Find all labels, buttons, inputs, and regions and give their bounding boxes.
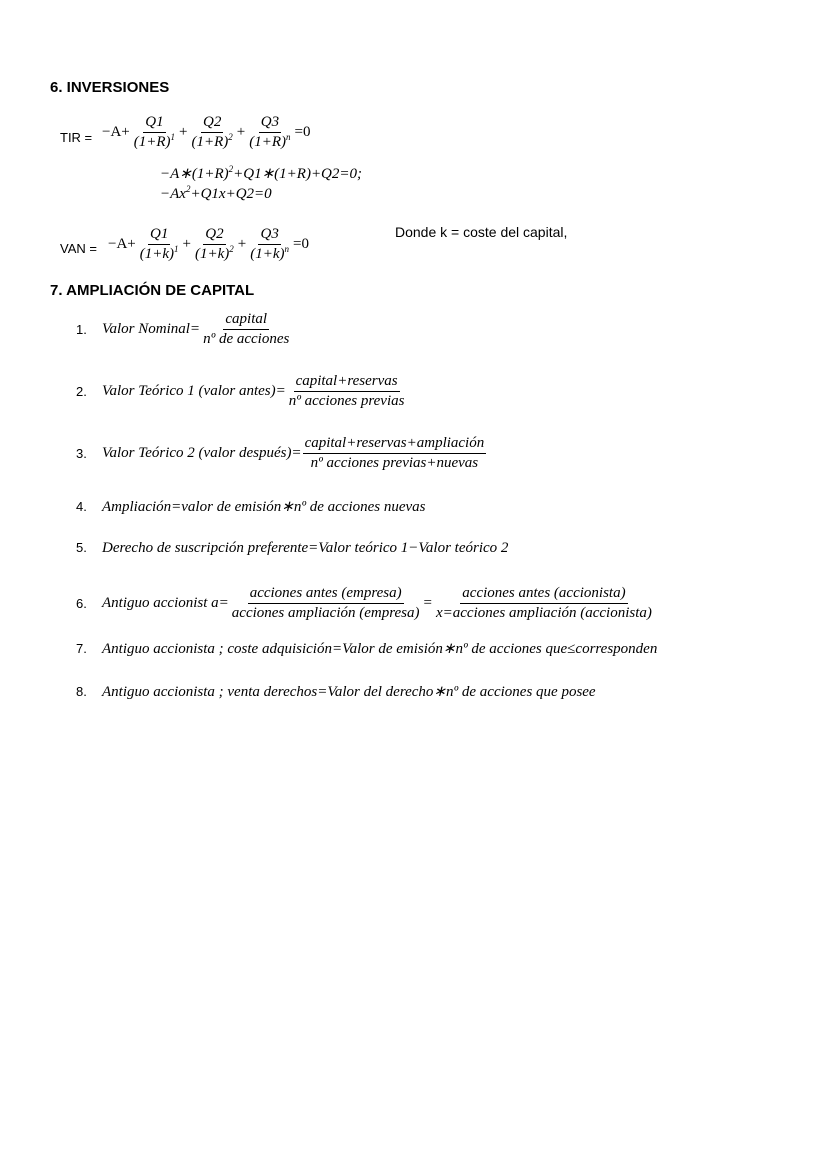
list-item: 8. Antiguo accionista ; venta derechos=Valor del derecho∗nº de acciones que posee [76, 684, 596, 700]
tir-term-2: $\frac{Q2}{(1+R)^2}$ [191, 114, 233, 150]
van-formula: −A+ $\frac{Q1}{(1+k)^1}$ + $\frac{Q2}{(1+k)^2}$ + $\frac{Q3}{(1+k)^n}$ =0 [108, 226, 310, 262]
tir-lead: −A+ [102, 124, 130, 140]
van-term-1: $\frac{Q1}{(1+k)^1}$ [139, 226, 179, 262]
tir-term-3: $\frac{Q3}{(1+R)^n}$ [249, 114, 291, 150]
tir-formula: −A+ $\frac{Q1}{(1+R)^1}$ + $\frac{Q2}{(1+R)^2}$ + $\frac{Q3}{(1+R)^n}$ =0 [102, 114, 311, 150]
tir-line-2: $-A∗(1+R)^2+Q1∗(1+R)+Q2=0$; [160, 164, 363, 182]
van-label: VAN = [60, 241, 97, 256]
list-item: 3. Valor Teórico 2 (valor después)= $\frac{\text{capital+reservas+ampliación}}{\text{nº acciones previas+nuevas}}$ [76, 435, 485, 471]
section-7-title: 7. AMPLIACIÓN DE CAPITAL [50, 282, 255, 299]
van-term-3: $\frac{Q3}{(1+k)^n}$ [250, 226, 290, 262]
tir-equals: =0 [294, 124, 311, 140]
list-item: 2. Valor Teórico 1 (valor antes)= $\frac{\text{capital+reservas}}{\text{nº acciones previas}}$ [76, 373, 405, 409]
tir-label: TIR = [60, 130, 93, 145]
tir-term-1: $\frac{Q1}{(1+R)^1}$ [133, 114, 176, 150]
list-item: 6. Antiguo accionist a= $\frac{\text{acciones antes (empresa)}}{\text{acciones ampliación (empresa)}}$ = $\frac{\text{acciones antes (accionista)}}{\text{x=acciones ampliación (accionista)}}$ [76, 585, 652, 621]
list-item: 5. Derecho de suscripción preferente=Valor teórico 1−Valor teórico 2 [76, 540, 509, 556]
van-lead: −A+ [108, 236, 136, 252]
section-6-title: 6. INVERSIONES [50, 79, 170, 96]
list-item: 1. Valor Nominal= $\frac{\text{capital}}{\text{nº de acciones}}$ [76, 311, 290, 347]
list-item: 4. Ampliación=valor de emisión∗nº de acciones nuevas [76, 499, 426, 515]
van-term-2: $\frac{Q2}{(1+k)^2}$ [195, 226, 234, 262]
van-note: Donde k = coste del capital, [395, 224, 568, 240]
tir-line-3: $-Ax^2+Q1x+Q2=0$ [160, 184, 272, 202]
list-item: 7. Antiguo accionista ; coste adquisición=Valor de emisión∗nº de acciones que≤corresponden [76, 641, 658, 657]
van-equals: =0 [293, 236, 310, 252]
